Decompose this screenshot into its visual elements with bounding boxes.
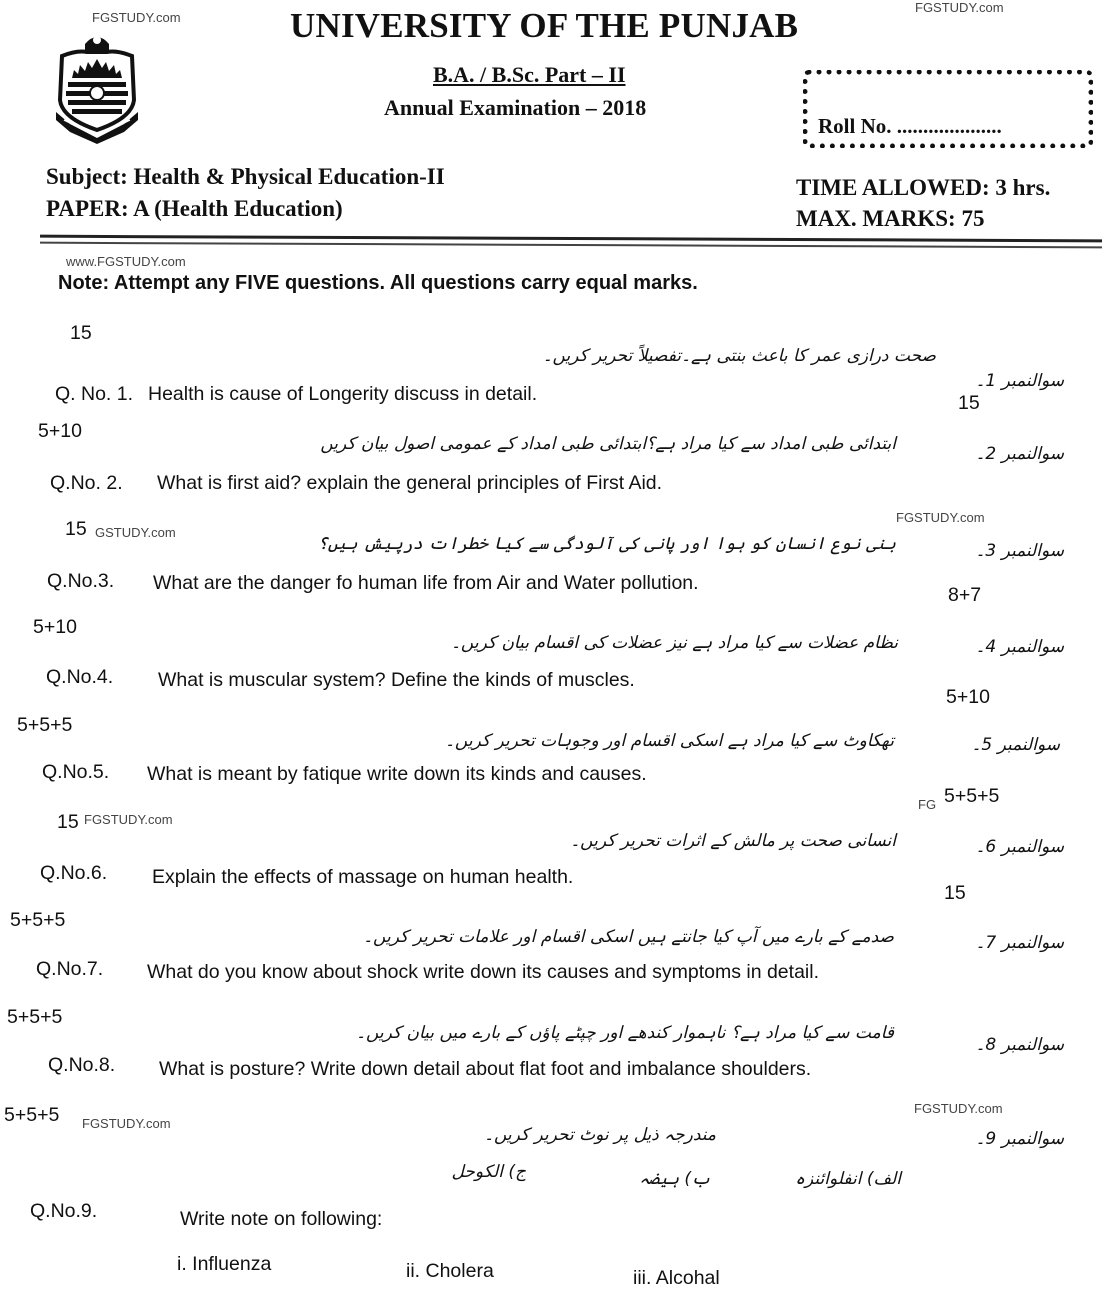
question-label: Q.No.4. bbox=[46, 666, 114, 688]
marks-left: 5+5+5 bbox=[7, 1006, 63, 1028]
question-label: Q. No. 1. bbox=[55, 383, 134, 405]
question-label: Q.No.5. bbox=[42, 761, 110, 783]
option-influenza: i. Influenza bbox=[177, 1253, 272, 1275]
marks-left: 15 bbox=[65, 518, 87, 540]
urdu-question-text: صحت درازی عمر کا باعث بنتی ہے۔تفصیلاً تحریر کریں۔ bbox=[542, 346, 936, 366]
question-label: Q.No. 2. bbox=[50, 472, 123, 494]
question-text: What is first aid? explain the general principles of First Aid. bbox=[157, 472, 663, 494]
urdu-question-text: ابتدائی طبی امداد سے کیا مراد ہے؟ابتدائی طبی امداد کے عمومی اصول بیان کریں bbox=[320, 434, 896, 454]
question-label: Q.No.9. bbox=[30, 1200, 98, 1222]
urdu-option: الف) انفلوائنزہ bbox=[795, 1169, 901, 1189]
question-text: What are the danger fo human life from Air and Water pollution. bbox=[153, 572, 699, 594]
marks-left: 5+10 bbox=[33, 616, 77, 638]
urdu-option: ج) الکوحل bbox=[451, 1162, 526, 1182]
urdu-question-text: قامت سے کیا مراد ہے؟ ناہموار کندھے اور چپٹے پاؤں کے بارے میں بیان کریں۔ bbox=[356, 1023, 894, 1043]
question-label: Q.No.8. bbox=[48, 1054, 116, 1076]
question-text: What do you know about shock write down its causes and symptoms in detail. bbox=[147, 961, 819, 983]
watermark: FGSTUDY.com bbox=[92, 10, 181, 25]
university-crest-icon bbox=[52, 30, 142, 145]
urdu-question-text: بنی نوع انسان کو ہوا اور پانی کی آلودگی سے کیا خطرات درپیش ہیں؟ bbox=[317, 534, 896, 554]
question-text: Health is cause of Longerity discuss in detail. bbox=[148, 383, 538, 405]
degree-label: B.A. / B.Sc. Part – II bbox=[433, 62, 626, 87]
urdu-question-label: سوالنمبر 1۔ bbox=[975, 371, 1064, 391]
question-label: Q.No.7. bbox=[36, 958, 104, 980]
watermark: FG bbox=[918, 797, 937, 812]
watermark: FGSTUDY.com bbox=[914, 1101, 1003, 1116]
subject-label: Subject: Health & Physical Education-II bbox=[46, 164, 445, 189]
marks-left: 15 bbox=[70, 322, 92, 344]
marks-right: 8+7 bbox=[948, 584, 982, 606]
urdu-question-label: سوالنمبر 2۔ bbox=[975, 444, 1064, 464]
question-text: Explain the effects of massage on human health. bbox=[152, 866, 574, 888]
marks-left: 5+5+5 bbox=[10, 909, 66, 931]
urdu-question-text: نظام عضلات سے کیا مراد ہے نیز عضلات کی اقسام بیان کریں۔ bbox=[450, 633, 898, 653]
time-allowed: TIME ALLOWED: 3 hrs. bbox=[796, 175, 1051, 200]
urdu-question-label: سوالنمبر 3۔ bbox=[975, 541, 1064, 561]
urdu-option: ب) ہیضہ bbox=[639, 1169, 711, 1189]
urdu-question-text: تھکاوٹ سے کیا مراد ہے اسکی اقسام اور وجوہات تحریر کریں۔ bbox=[444, 731, 894, 751]
urdu-question-text: صدمے کے بارے میں آپ کیا جانتے ہیں اسکی اقسام اور علامات تحریر کریں۔ bbox=[363, 927, 894, 947]
university-title: UNIVERSITY OF THE PUNJAB bbox=[290, 6, 799, 45]
urdu-question-label: سوالنمبر 6۔ bbox=[975, 837, 1064, 857]
question-label: Q.No.3. bbox=[47, 570, 115, 592]
question-text: What is meant by fatique write down its kinds and causes. bbox=[147, 763, 647, 785]
question-text: What is posture? Write down detail about flat foot and imbalance shoulders. bbox=[159, 1058, 812, 1080]
urdu-question-label: سوالنمبر 7۔ bbox=[975, 933, 1064, 953]
watermark: FGSTUDY.com bbox=[896, 510, 985, 525]
marks-right: 5+5+5 bbox=[944, 785, 1000, 807]
option-alcohal: iii. Alcohal bbox=[633, 1267, 720, 1289]
watermark: GSTUDY.com bbox=[95, 525, 176, 540]
watermark: FGSTUDY.com bbox=[82, 1116, 171, 1131]
urdu-question-label: سوالنمبر 5۔ bbox=[971, 735, 1060, 755]
urdu-question-label: سوالنمبر 9۔ bbox=[975, 1129, 1064, 1149]
urdu-question-text: انسانی صحت پر مالش کے اثرات تحریر کریں۔ bbox=[570, 831, 896, 851]
marks-left: 5+5+5 bbox=[17, 714, 73, 736]
question-label: Q.No.6. bbox=[40, 862, 108, 884]
marks-left: 15 bbox=[57, 811, 79, 833]
marks-right: 15 bbox=[958, 392, 980, 414]
marks-left: 5+10 bbox=[38, 420, 82, 442]
max-marks: MAX. MARKS: 75 bbox=[796, 206, 985, 231]
watermark: FGSTUDY.com bbox=[84, 812, 173, 827]
option-cholera: ii. Cholera bbox=[406, 1260, 494, 1282]
urdu-question-label: سوالنمبر 8۔ bbox=[975, 1035, 1064, 1055]
paper-label: PAPER: A (Health Education) bbox=[46, 196, 343, 221]
marks-right: 15 bbox=[944, 882, 966, 904]
urdu-question-label: سوالنمبر 4۔ bbox=[975, 637, 1064, 657]
roll-number-field[interactable]: Roll No. .................... bbox=[818, 114, 1002, 138]
watermark: FGSTUDY.com bbox=[915, 0, 1004, 15]
header-divider bbox=[40, 235, 1102, 249]
exam-label: Annual Examination – 2018 bbox=[384, 95, 647, 120]
question-text: Write note on following: bbox=[180, 1208, 383, 1230]
urdu-question-text: مندرجہ ذیل پر نوٹ تحریر کریں۔ bbox=[484, 1125, 716, 1145]
question-text: What is muscular system? Define the kinds of muscles. bbox=[158, 669, 635, 691]
marks-left: 5+5+5 bbox=[4, 1104, 60, 1126]
instructions-note: Note: Attempt any FIVE questions. All questions carry equal marks. bbox=[58, 272, 698, 294]
watermark: www.FGSTUDY.com bbox=[66, 254, 186, 269]
marks-right: 5+10 bbox=[946, 686, 990, 708]
